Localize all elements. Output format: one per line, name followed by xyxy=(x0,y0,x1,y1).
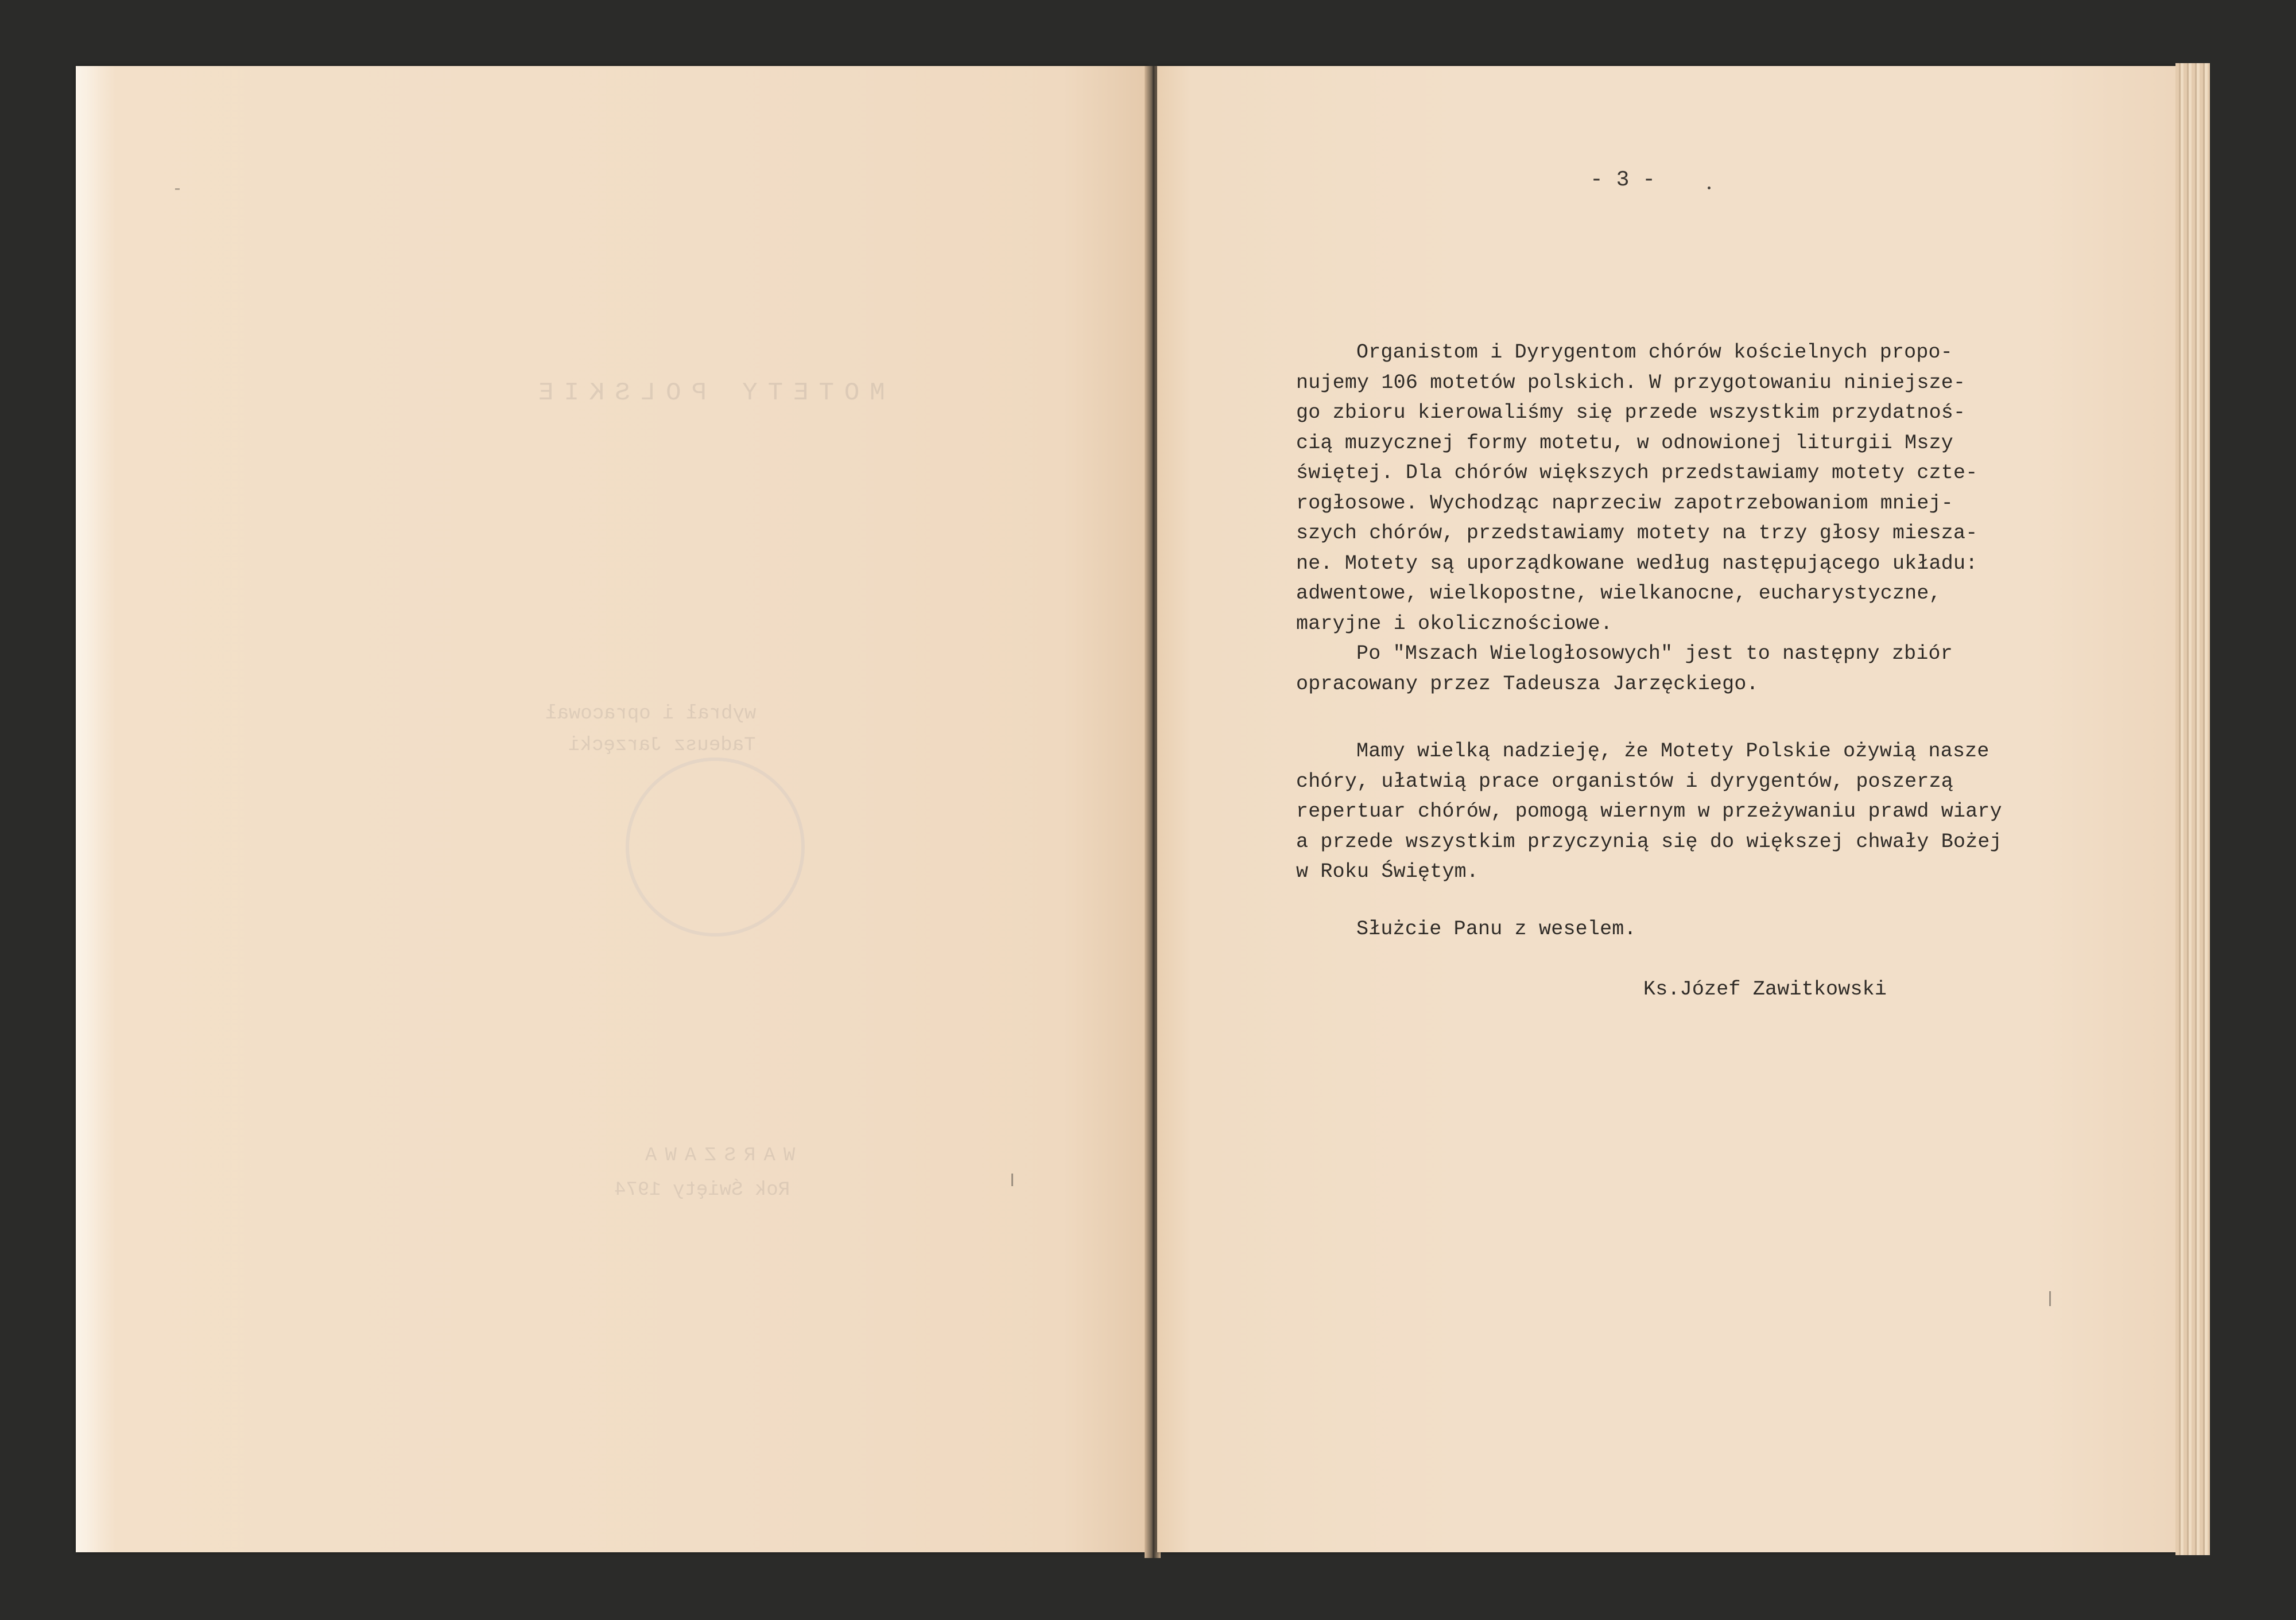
ghost-subtitle-2: Tadeusz Jarzęcki xyxy=(568,735,756,756)
text-line: Służcie Panu z weselem. xyxy=(1356,918,1636,941)
stray-mark xyxy=(1708,187,1711,189)
ghost-place: WARSZAWA xyxy=(637,1145,796,1167)
ghost-title: MOTETY POLSKIE xyxy=(528,379,885,407)
text-line: nujemy 106 motetów polskich. W przygotowaniu niniejsze- xyxy=(1296,371,1966,394)
page-stack-edge xyxy=(2175,63,2210,1555)
text-line: opracowany przez Tadeusza Jarzęckiego. xyxy=(1296,672,1759,696)
left-page-edge xyxy=(76,66,116,1552)
paragraph-closing xyxy=(1296,914,2019,945)
text-line: świętej. Dla chórów większych przedstawiamy motety czte- xyxy=(1296,461,1978,484)
text-line: Organistom i Dyrygentom chórów kościelnych propo- xyxy=(1356,341,1953,364)
ghost-seal xyxy=(626,757,805,937)
left-page xyxy=(76,66,1149,1552)
stray-mark xyxy=(1011,1174,1013,1186)
text-line: Mamy wielką nadzieję, że Motety Polskie ożywią nasze xyxy=(1356,740,1989,763)
text-line: cią muzycznej formy motetu, w odnowionej liturgii Mszy xyxy=(1296,431,1953,454)
ghost-year: Rok Święty 1974 xyxy=(614,1179,790,1201)
text-line: adwentowe, wielkopostne, wielkanocne, eucharystyczne, xyxy=(1296,582,1941,605)
text-line: Po "Mszach Wielogłosowych" jest to następny zbiór xyxy=(1356,642,1953,665)
text-line: repertuar chórów, pomogą wiernym w przeżywaniu prawd wiary xyxy=(1296,800,2002,823)
paragraph-intro xyxy=(1296,337,2019,699)
text-line: ne. Motety są uporządkowane według następującego układu: xyxy=(1296,551,1978,575)
signature: Ks.Józef Zawitkowski xyxy=(1643,978,1887,1001)
stray-mark xyxy=(2049,1291,2051,1306)
stray-mark xyxy=(175,188,180,190)
text-line: a przede wszystkim przyczynią się do większej chwały Bożej xyxy=(1296,830,2002,853)
ghost-subtitle-1: wybrał i opracował xyxy=(545,703,757,725)
text-line: maryjne i okolicznościowe. xyxy=(1296,612,1613,635)
text-line: rogłosowe. Wychodząc naprzeciw zapotrzebowaniom mniej- xyxy=(1296,491,1953,515)
text-line: w Roku Świętym. xyxy=(1296,860,1479,883)
text-line: chóry, ułatwią prace organistów i dyrygentów, poszerzą xyxy=(1296,770,1953,793)
text-line: go zbioru kierowaliśmy się przede wszystkim przydatnoś- xyxy=(1296,401,1966,424)
paragraph-hope xyxy=(1296,736,2019,887)
page-number: - 3 - xyxy=(1590,168,1656,192)
text-line: szych chórów, przedstawiamy motety na trzy głosy miesza- xyxy=(1296,522,1978,545)
